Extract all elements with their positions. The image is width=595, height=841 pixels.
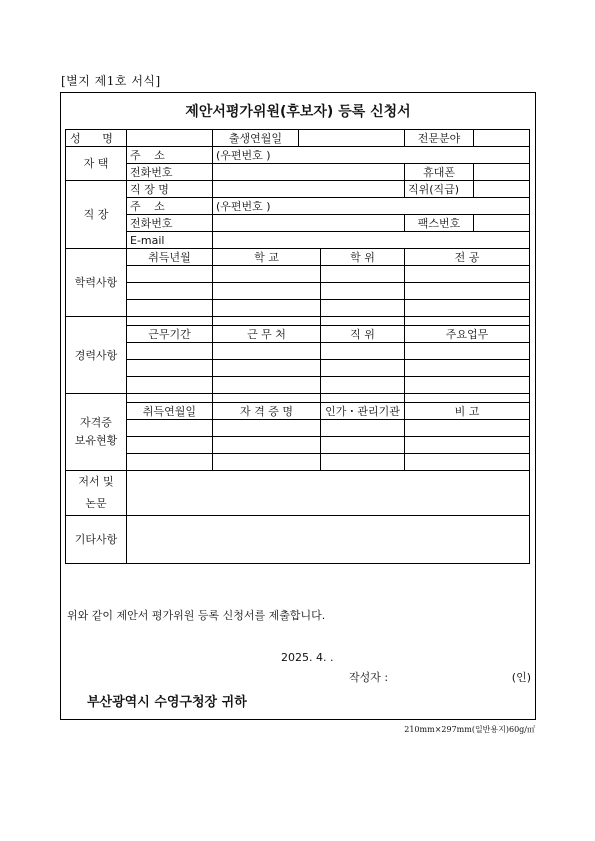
- addressee: 부산광역시 수영구청장 귀하: [87, 695, 247, 710]
- table-row: [66, 283, 530, 300]
- email-label: E-mail: [127, 232, 213, 249]
- home-section-label: 자 택: [66, 147, 127, 181]
- career-header: 근무기간: [127, 326, 213, 343]
- table-row: [66, 377, 530, 394]
- workplace-label: 직 장 명: [127, 181, 213, 198]
- name-value[interactable]: [127, 130, 213, 147]
- submission-date: 2025. 4. .: [281, 651, 334, 664]
- papers-value[interactable]: [127, 471, 530, 516]
- work-email-row: [66, 232, 530, 249]
- workplace-value[interactable]: [213, 181, 405, 198]
- papers-label: 저서 및 논문: [66, 471, 127, 516]
- field-label: 전문분야: [405, 130, 474, 147]
- seal-label: (인): [511, 671, 531, 684]
- certs-header: 인가・관리기관: [321, 403, 405, 420]
- education-header-row: [66, 249, 530, 266]
- fax-label: 팩스번호: [405, 215, 474, 232]
- certs-header-row: [66, 403, 530, 420]
- etc-label: 기타사항: [66, 516, 127, 564]
- work-section-label: 직 장: [66, 181, 127, 249]
- certs-spacer-row: [66, 394, 530, 403]
- certs-header: 자 격 증 명: [213, 403, 321, 420]
- table-row: [66, 454, 530, 471]
- table-row: [66, 420, 530, 437]
- career-header: 주요업무: [405, 326, 530, 343]
- mobile-label: 휴대폰: [405, 164, 474, 181]
- work-phone-value[interactable]: [213, 215, 405, 232]
- career-section-label: 경력사항: [66, 317, 127, 394]
- mobile-value[interactable]: [474, 164, 530, 181]
- table-row: [66, 266, 530, 283]
- career-header: 직 위: [321, 326, 405, 343]
- submission-statement: 위와 같이 제안서 평가위원 등록 신청서를 제출합니다.: [67, 609, 326, 622]
- education-header: 전 공: [405, 249, 530, 266]
- career-header: 근 무 처: [213, 326, 321, 343]
- paper-spec: 210mm×297mm(일반용지)60g/㎡: [404, 725, 535, 734]
- etc-row: [66, 516, 530, 564]
- work-address-value[interactable]: (우편번호 ): [213, 198, 530, 215]
- career-spacer-row: [66, 317, 530, 326]
- table-row: [66, 437, 530, 454]
- table-row: [66, 360, 530, 377]
- work-phone-row: [66, 215, 530, 232]
- home-address-value[interactable]: (우편번호 ): [213, 147, 530, 164]
- form-title: 제안서평가위원(후보자) 등록 신청서: [185, 104, 411, 120]
- certs-header: 비 고: [405, 403, 530, 420]
- education-header: 학 교: [213, 249, 321, 266]
- certs-header: 취득연월일: [127, 403, 213, 420]
- fax-value[interactable]: [474, 215, 530, 232]
- work-phone-label: 전화번호: [127, 215, 213, 232]
- form-table: [65, 129, 530, 564]
- career-header-row: [66, 326, 530, 343]
- table-row: [66, 300, 530, 317]
- table-row: [66, 343, 530, 360]
- education-section-label: 학력사항: [66, 249, 127, 317]
- name-label: 성 명: [66, 130, 127, 147]
- home-phone-value[interactable]: [213, 164, 405, 181]
- personal-row: [66, 130, 530, 147]
- birth-label: 출생연월일: [213, 130, 299, 147]
- position-value[interactable]: [474, 181, 530, 198]
- home-phone-label: 전화번호: [127, 164, 213, 181]
- education-header: 학 위: [321, 249, 405, 266]
- home-address-row: [66, 147, 530, 164]
- etc-value[interactable]: [127, 516, 530, 564]
- field-value[interactable]: [474, 130, 530, 147]
- work-name-row: [66, 181, 530, 198]
- certs-section-label: 자격증 보유현황: [66, 394, 127, 471]
- work-address-label: 주 소: [127, 198, 213, 215]
- position-label: 직위(직급): [405, 181, 474, 198]
- writer-label: 작성자 :: [349, 671, 389, 684]
- education-header: 취득년월: [127, 249, 213, 266]
- home-phone-row: [66, 164, 530, 181]
- form-number: [별지 제1호 서식]: [61, 74, 161, 88]
- application-form: [60, 92, 536, 720]
- email-value[interactable]: [213, 232, 530, 249]
- birth-value[interactable]: [299, 130, 405, 147]
- home-address-label: 주 소: [127, 147, 213, 164]
- work-address-row: [66, 198, 530, 215]
- papers-row: [66, 471, 530, 516]
